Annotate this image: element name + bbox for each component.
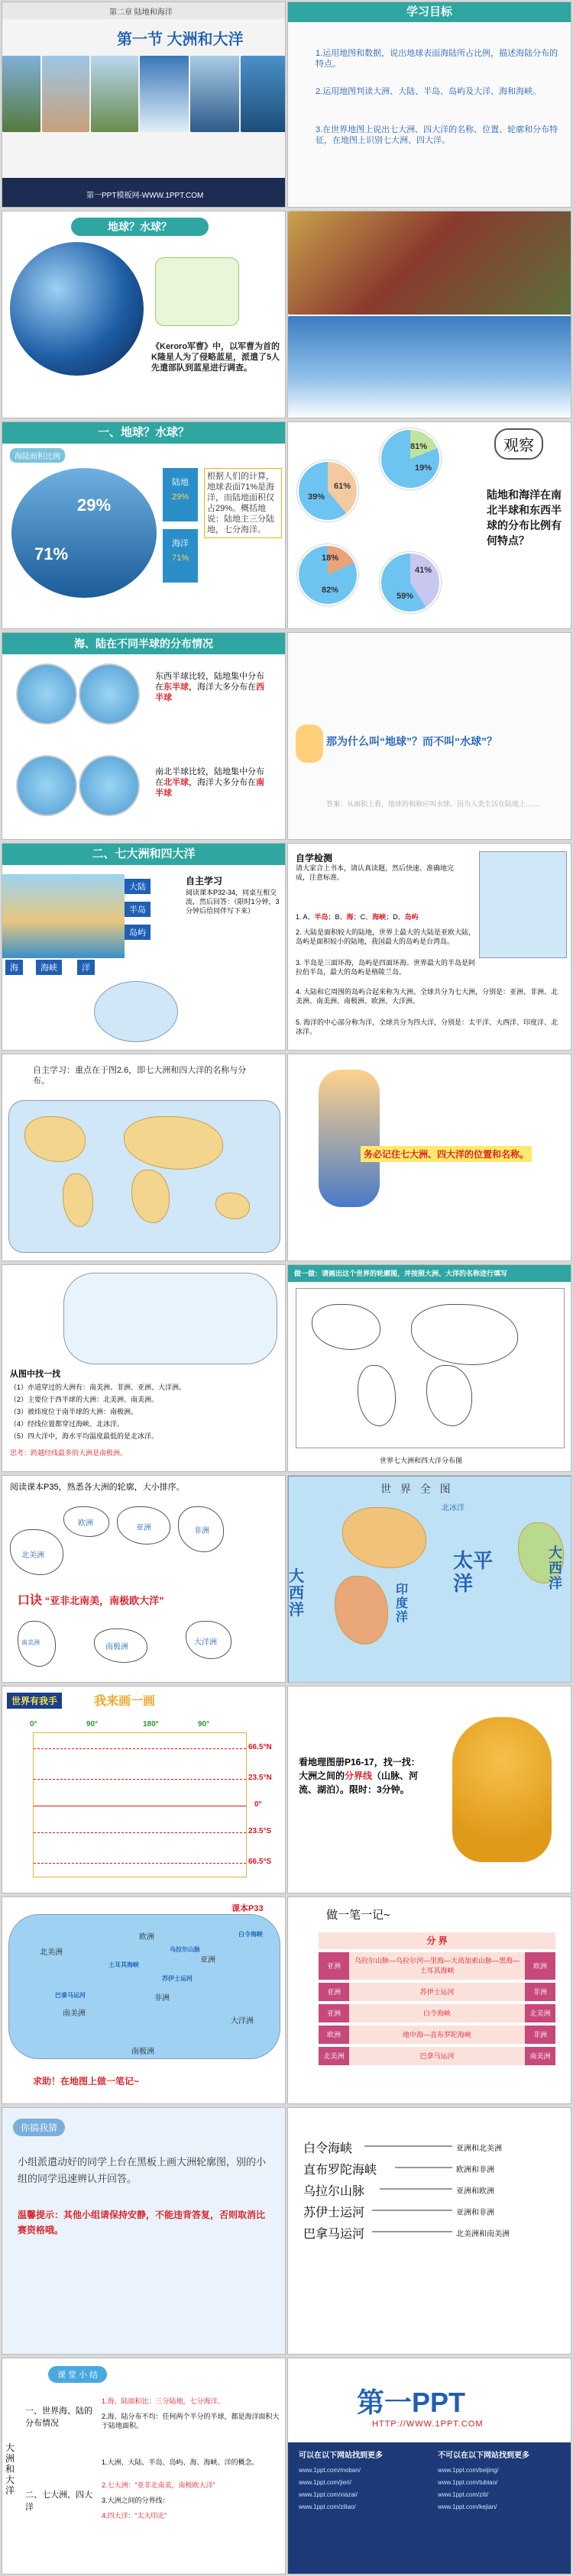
find-item: （2）主要位于西半球的大洲：北美洲、南美洲。 — [10, 1396, 159, 1403]
map-label: 南极洲 — [131, 2048, 154, 2056]
summary-root: 大洲和大洋 — [5, 2442, 15, 2496]
mnemonic-label: 口诀 — [18, 1594, 43, 1607]
slide-1-title[interactable] — [2, 2, 286, 208]
find-item: （1）亦道穿过的大洲有：南美洲、非洲、亚洲、大洋洲。 — [10, 1383, 186, 1391]
continent-outline — [178, 1506, 224, 1552]
continent-label: 南美洲 — [21, 1639, 40, 1646]
ocean-label: 印度洋 — [396, 1583, 409, 1624]
slide-10-check[interactable] — [287, 843, 571, 1051]
earth-image — [10, 242, 144, 376]
row-mid: 巴拿马运河 — [349, 2047, 525, 2065]
lat-label: 66.5°N — [248, 1743, 272, 1751]
slide-22-matching[interactable] — [287, 2107, 571, 2355]
terrain-tag: 海 — [5, 960, 23, 975]
south-answer: 南半球 — [155, 778, 264, 798]
link-item[interactable]: www.1ppt.com/ziliao/ — [299, 2503, 356, 2510]
match-right: 欧洲和非洲 — [456, 2166, 494, 2174]
text: （山脉、河流、湖泊）。限时：3分钟。 — [299, 1771, 419, 1795]
map-title: 世 界 全 图 — [380, 1483, 454, 1495]
answer: 岛屿 — [404, 913, 419, 921]
row-left: 北美洲 — [319, 2047, 349, 2065]
check-title: 自学检测 — [296, 853, 333, 864]
outline-map — [296, 1288, 565, 1448]
land-value: 29% — [171, 492, 189, 502]
text: 东西半球比较，陆地集中分布在 — [155, 672, 264, 692]
continent-shape — [63, 1173, 93, 1227]
landscape-photo — [140, 56, 189, 132]
slide3-header: 地球？水球？ — [71, 218, 209, 236]
landscape-photo — [190, 56, 239, 132]
east-hemisphere — [16, 663, 77, 725]
keroro-caption: 《Keroro军曹》中，以军曹为首的K隆星人为了侵略蓝星，派遣了5人先遣部队到蓝星进行调查。 — [151, 342, 280, 373]
slide-13-find[interactable] — [2, 1264, 286, 1472]
highlight: 分界线 — [345, 1771, 373, 1781]
row-right: 北美洲 — [525, 2004, 555, 2022]
chapter-label: 第二章 陆地和海洋 — [109, 8, 173, 17]
slide-18-boundaries[interactable] — [287, 1686, 571, 1893]
continent-outline — [186, 1621, 231, 1659]
keroro-image — [155, 257, 239, 326]
continent-shape — [131, 1170, 170, 1223]
check-q4: 4. 大陆和它周围的岛屿合起来称为大洲。全球共分为七大洲，分别是：亚洲、非洲、北美洲、南美洲、南极洲、欧洲、大洋洲。 — [296, 988, 558, 1005]
link-item[interactable]: www.1ppt.com/xiazai/ — [299, 2491, 358, 2498]
answer: 海 — [346, 913, 354, 921]
summary-item: 2.海、陆分布不均：任何两个半分的半球，都是海洋面积大于陆地面积。 — [102, 2413, 280, 2429]
slide-3-earth[interactable] — [2, 211, 286, 418]
continent-outline — [426, 1365, 472, 1426]
lon-label: 180° — [143, 1720, 159, 1729]
lat-line — [34, 1779, 246, 1780]
slide-21-game[interactable] — [2, 2107, 286, 2355]
lon-label: 0° — [30, 1720, 37, 1729]
hemisphere-text-2 — [155, 767, 270, 799]
continent-label: 欧洲 — [78, 1519, 93, 1528]
continent-shape — [124, 1116, 223, 1170]
summary-item: 1.海、陆面积比：三分陆地，七分海洋。 — [102, 2397, 225, 2405]
slide9-header: 二、七大洲和四大洋 — [2, 844, 285, 865]
continent-label: 大洋洲 — [194, 1638, 217, 1647]
panel-title: 不可以在以下网站找到更多 — [438, 2452, 529, 2460]
shapes-instruction: 阅读课本P35，熟悉各大洲的轮廓，大小排序。 — [10, 1483, 185, 1492]
why-note: 答案：从面积上看，地球的相称应叫水球。因为人类生活在陆地上…… — [326, 800, 540, 808]
cartoon-boy — [296, 725, 323, 763]
check-q1 — [296, 912, 479, 922]
lat-label: 23.5°N — [248, 1774, 272, 1782]
landscape-photo — [241, 56, 286, 132]
check-q2: 2. 大陆是面积较大的陆地，世界上最大的大陆是亚欧大陆，岛屿是面积较小的陆地，我国最大的岛屿是台湾岛。 — [296, 928, 476, 945]
pie-north — [380, 428, 441, 489]
link-item[interactable]: www.1ppt.com/tubiao/ — [438, 2479, 498, 2486]
find-item: （4）经线位置都穿过海峡、北冰洋。 — [10, 1420, 125, 1428]
summary-item: 3.大洲之间的分界线： — [102, 2497, 170, 2504]
summary-branch: 一、世界海、陆的分布情况 — [25, 2407, 92, 2428]
map-label: 大洋洲 — [231, 2017, 254, 2026]
hemisphere-text-1 — [155, 671, 270, 703]
slide-16-world-map[interactable] — [287, 1475, 571, 1683]
pie-label: 61% — [334, 482, 351, 491]
sea-label: 海洋 — [172, 539, 189, 548]
pie-label: 39% — [308, 492, 325, 502]
text: 南北半球比较，陆地集中分布在 — [155, 767, 264, 787]
continent-shape — [215, 1193, 250, 1219]
page-ref: 课本P33 — [231, 1904, 264, 1913]
row-left: 亚洲 — [319, 1952, 349, 1980]
continent-outline — [312, 1304, 380, 1350]
continent-label: 亚洲 — [136, 1524, 151, 1532]
game-tip: 温馨提示：其他小组请保持安静，不能违背答复，否则取消比赛资格哦。 — [18, 2210, 266, 2235]
cartoon-teacher — [319, 1070, 380, 1207]
land-percent: 29% — [77, 496, 112, 515]
boundary-label: 乌拉尔山脉 — [170, 1946, 200, 1953]
boundary-label: 巴拿马运河 — [55, 1992, 86, 1999]
boundary-label: 苏伊士运河 — [162, 1975, 193, 1982]
ocean-label: 大西洋 — [289, 1568, 304, 1619]
slide-2-goals[interactable] — [287, 2, 571, 208]
slide5-header: 一、地球？水球？ — [2, 422, 285, 444]
panel-title: 可以在以下网站找到更多 — [299, 2452, 383, 2460]
slide-15-shapes[interactable] — [2, 1475, 286, 1683]
slide-4-photos[interactable] — [287, 211, 571, 418]
goals-header: 学习目标 — [288, 2, 571, 22]
west-answer: 西半球 — [155, 683, 264, 702]
text: ，海洋大多分布在 — [189, 778, 256, 787]
boundary-label: 白令海峡 — [238, 1931, 263, 1938]
slide-14-draw[interactable] — [287, 1264, 571, 1472]
lat-line — [34, 1863, 246, 1864]
east-answer: 东半球 — [163, 683, 189, 692]
lat-line — [34, 1832, 246, 1833]
boundary-row — [319, 1952, 555, 1980]
lat-label: 66.5°S — [248, 1858, 272, 1866]
match-left: 乌拉尔山脉 — [303, 2185, 365, 2198]
match-right: 亚洲和北美洲 — [456, 2145, 502, 2153]
summary-item: 1.大洲、大陆、半岛、岛屿、海、海峡、洋的概念。 — [102, 2458, 259, 2466]
match-left: 直布罗陀海峡 — [303, 2164, 377, 2177]
find-item: （3）被纬度位于南半球的大洲：南极洲。 — [10, 1408, 138, 1416]
match-right: 亚洲和非洲 — [456, 2209, 494, 2217]
pie-south — [297, 544, 358, 605]
map-label: 非洲 — [154, 1994, 170, 2003]
text: ；B、 — [328, 913, 347, 921]
observe-tag: 观察 — [494, 428, 543, 460]
terrain-illustration — [2, 874, 125, 958]
summary-item: 4.四大洋：“太大印北” — [102, 2512, 167, 2520]
slide-17-grid[interactable] — [2, 1686, 286, 1893]
game-text: 小组派遣动好的同学上台在黑板上画大洲轮廓图，别的小组的同学迅速辨认并回答。 — [18, 2156, 267, 2184]
boundary-task — [299, 1755, 429, 1796]
brand-url: HTTP://WWW.1PPT.COM — [372, 2419, 484, 2429]
summary-tag: 课 堂 小 结 — [48, 2366, 107, 2383]
match-left: 巴拿马运河 — [303, 2228, 365, 2241]
continent-shape — [342, 1507, 426, 1568]
link-item[interactable]: www.1ppt.com/beijing/ — [438, 2467, 499, 2474]
link-panel — [288, 2442, 571, 2574]
slide-12-remember[interactable] — [287, 1054, 571, 1261]
slide-8-question[interactable] — [287, 632, 571, 840]
row-right: 非洲 — [525, 1983, 555, 2001]
row-mid: 地中海—直布罗陀海峡 — [349, 2026, 525, 2044]
pie-label: 81% — [410, 442, 428, 451]
hemisphere-map — [63, 1273, 277, 1364]
ocean-label: 北冰洋 — [442, 1504, 465, 1512]
terrain-tag: 岛屿 — [125, 925, 151, 940]
footer-bar — [2, 178, 286, 208]
north-hemisphere — [16, 755, 77, 816]
map-label: 南美洲 — [63, 2009, 86, 2018]
south-hemisphere — [79, 755, 140, 816]
continent-label: 南极洲 — [105, 1643, 128, 1651]
continent-label: 北美洲 — [21, 1551, 44, 1560]
pie-label: 18% — [322, 554, 339, 563]
slide-11-map[interactable] — [2, 1054, 286, 1261]
study-title: 自主学习 — [186, 876, 223, 886]
check-q5: 5. 海洋的中心部分称为洋，全球共分为四大洋，分别是：太平洋、大西洋、印度洋、北冰洋。 — [296, 1018, 558, 1035]
island-map — [479, 851, 567, 958]
boundary-row — [319, 1983, 555, 2001]
find-summary: 思考：跨越经线最多的大洲是南极洲。 — [10, 1449, 128, 1457]
outline-caption: 世界七大洲和四大洋分布图 — [380, 1457, 463, 1464]
slide-7-hemispheres[interactable] — [2, 632, 286, 840]
link-item[interactable]: www.1ppt.com/ziti/ — [438, 2491, 489, 2498]
pie-label: 41% — [415, 566, 432, 575]
train-photo — [288, 211, 571, 315]
terrain-tag: 海峡 — [36, 960, 62, 975]
slide-title: 第一节 大洲和大洋 — [117, 31, 244, 48]
study-text: 阅读课本P32-34，同桌互相交流，然后回答：（限时1分钟，3分钟后给同伴写下来） — [186, 889, 280, 915]
continent-outline — [411, 1304, 518, 1365]
mnemonic — [18, 1590, 164, 1608]
tag-draw: 我来画一画 — [94, 1695, 156, 1708]
mnemonic-text: “亚非北南美，南极欧大洋” — [44, 1595, 164, 1606]
slide7-header: 海、陆在不同半球的分布情况 — [2, 633, 285, 654]
table-header: 分 界 — [319, 1932, 555, 1949]
terrain-tag: 洋 — [77, 960, 95, 975]
footer-text: 第一PPT模板网-WWW.1PPT.COM — [86, 192, 204, 200]
slide-24-ending[interactable] — [287, 2358, 571, 2574]
link-item[interactable]: www.1ppt.com/jieri/ — [299, 2479, 351, 2486]
land-label: 陆地 — [172, 478, 189, 487]
link-item[interactable]: www.1ppt.com/kejian/ — [438, 2503, 497, 2510]
text: ；D、 — [386, 913, 405, 921]
why-question: 那为什么叫“地球”？而不叫“水球”？ — [326, 735, 497, 747]
match-right: 北美洲和南美洲 — [456, 2230, 510, 2239]
terrain-tag: 半岛 — [125, 902, 151, 917]
west-hemisphere — [79, 663, 140, 725]
slide-23-summary[interactable] — [2, 2358, 286, 2574]
land-box — [163, 468, 198, 521]
check-intro: 请大家合上书本，请认真读题，然后快速、准确地完成，注意标准。 — [296, 864, 455, 881]
map-label: 亚洲 — [200, 1956, 215, 1964]
ratio-note: 根据人们的计算，地球表面71%是海洋，而陆地面积仅占29%。概括地说：陆地主三分陆地，七分海洋。 — [204, 468, 282, 538]
chapter-bar — [2, 2, 286, 19]
full-world-map — [288, 1476, 571, 1683]
text: 1. A、 — [296, 913, 315, 921]
row-mid: 乌拉尔山脉—乌拉尔河—里海—大高加索山脉—黑海—土耳其海峡 — [349, 1952, 525, 1980]
row-left: 欧洲 — [319, 2026, 349, 2044]
ratio-tag: 海陆面积比例 — [10, 448, 65, 463]
row-mid: 苏伊士运河 — [349, 1983, 525, 2001]
slide-9-continents[interactable] — [2, 843, 286, 1051]
pooh-cartoon — [452, 1717, 552, 1862]
lat-label: 0° — [254, 1800, 262, 1809]
match-lines — [288, 2108, 571, 2261]
lat-line — [34, 1748, 246, 1749]
note-banner: 求助！在地图上做一笔记~ — [33, 2076, 140, 2087]
continent-outline — [63, 1506, 109, 1537]
check-q3: 3. 半岛是三面环海，岛屿是四面环海。世界最大的半岛是阿拉伯半岛，最大的岛屿是格陵兰岛。 — [296, 959, 476, 976]
row-mid: 白令海峡 — [349, 2004, 525, 2022]
boundary-label: 土耳其海峡 — [108, 1961, 139, 1968]
observe-question: 陆地和海洋在南北半球和东西半球的分布比例有何特点？ — [487, 489, 562, 547]
row-right: 非洲 — [525, 2026, 555, 2044]
ratio-globe — [11, 468, 157, 598]
answer: 海峡 — [372, 913, 387, 921]
sea-box — [163, 529, 198, 583]
summary-item: 2.七大洲：“亚非北南美，南极欧大洋” — [102, 2481, 215, 2489]
row-right: 欧洲 — [525, 1952, 555, 1980]
lat-label: 23.5°S — [248, 1827, 272, 1835]
boundary-row — [319, 2004, 555, 2022]
continent-outline — [117, 1506, 170, 1545]
remember-banner: 务必记住七大洲、四大洋的位置和名称。 — [361, 1146, 532, 1162]
slide-19-note-map[interactable] — [2, 1896, 286, 2104]
text: ；C、 — [353, 913, 373, 921]
match-left: 白令海峡 — [303, 2142, 353, 2155]
lon-label: 90° — [86, 1720, 99, 1729]
world-map — [8, 1100, 280, 1253]
pie-label: 19% — [415, 463, 432, 473]
landscape-photo — [91, 56, 138, 132]
game-tag: 你搞我猜 — [13, 2119, 65, 2136]
slide11-text: 自主学习：重点在于图2.6，即七大洲和四大洋的名称与分布。 — [33, 1066, 247, 1086]
ocean-label: 太平洋 — [453, 1549, 494, 1595]
pie-east — [297, 460, 358, 521]
goal-item: 1.运用地图和数据，说出地球表面海陆所占比例，描述海陆分布的特点。 — [316, 49, 558, 69]
row-left: 亚洲 — [319, 2004, 349, 2022]
north-answer: 北半球 — [163, 778, 189, 787]
draw-header: 做一做：请画出这个世界的轮廓图，并按照大洲、大洋的名称进行填写 — [288, 1265, 571, 1282]
pie-label: 59% — [397, 592, 414, 601]
text: 看地理图册P16-17，找一找：大洲之间的 — [299, 1757, 420, 1781]
brand-logo: 第一PPT — [357, 2387, 466, 2418]
sea-value: 71% — [171, 554, 189, 563]
link-item[interactable]: www.1ppt.com/moban/ — [299, 2467, 361, 2474]
boundary-map — [8, 1914, 280, 2059]
continent-outline — [358, 1365, 396, 1426]
find-title: 从图中找一找 — [10, 1370, 60, 1379]
pie-west — [380, 552, 441, 613]
row-right: 南美洲 — [525, 2047, 555, 2065]
text: ，海洋大多分布在 — [189, 683, 256, 692]
continent-shape — [335, 1576, 388, 1645]
continent-shape — [24, 1116, 86, 1162]
summary-branch: 二、七大洲、四大洋 — [25, 2490, 92, 2512]
slide-5-ratio[interactable] — [2, 421, 286, 629]
ocean-label: 大西洋 — [549, 1545, 562, 1591]
boundary-row — [319, 2026, 555, 2044]
continent-outline — [10, 1529, 63, 1575]
find-item: （5）四大洋中，海水平均温度最低的是北冰洋。 — [10, 1432, 159, 1440]
continent-outline — [94, 1629, 147, 1663]
terrain-tag: 大陆 — [125, 879, 151, 894]
continent-label: 非洲 — [194, 1527, 209, 1535]
world-map-small — [94, 981, 178, 1042]
grid-box — [33, 1732, 247, 1877]
slide-6-observe[interactable] — [287, 421, 571, 629]
lon-label: 90° — [198, 1720, 210, 1729]
pie-label: 82% — [322, 586, 339, 595]
table-title: 做一笔一记~ — [326, 1909, 390, 1922]
map-label: 欧洲 — [139, 1933, 154, 1942]
continent-outline — [18, 1621, 56, 1667]
goal-item: 3.在世界地图上说出七大洲、四大洋的名称、位置、轮廓和分布特征，在地图上识别七大洲、四大洋。 — [316, 125, 558, 145]
tag-world: 世界有我手 — [7, 1693, 62, 1709]
map-label: 北美洲 — [40, 1948, 63, 1957]
row-left: 亚洲 — [319, 1983, 349, 2001]
goal-item: 2.运用地图判读大洲、大陆、半岛、岛屿及大洋、海和海峡。 — [316, 87, 542, 96]
ocean-percent: 71% — [34, 544, 69, 563]
landscape-photo — [42, 56, 89, 132]
slide-20-table[interactable] — [287, 1896, 571, 2104]
boundary-row — [319, 2047, 555, 2065]
landscape-photo — [2, 56, 40, 132]
match-left: 苏伊士运河 — [303, 2206, 365, 2219]
answer: 半岛 — [314, 913, 329, 921]
match-right: 亚洲和欧洲 — [456, 2187, 494, 2196]
sky-photo — [288, 316, 571, 418]
